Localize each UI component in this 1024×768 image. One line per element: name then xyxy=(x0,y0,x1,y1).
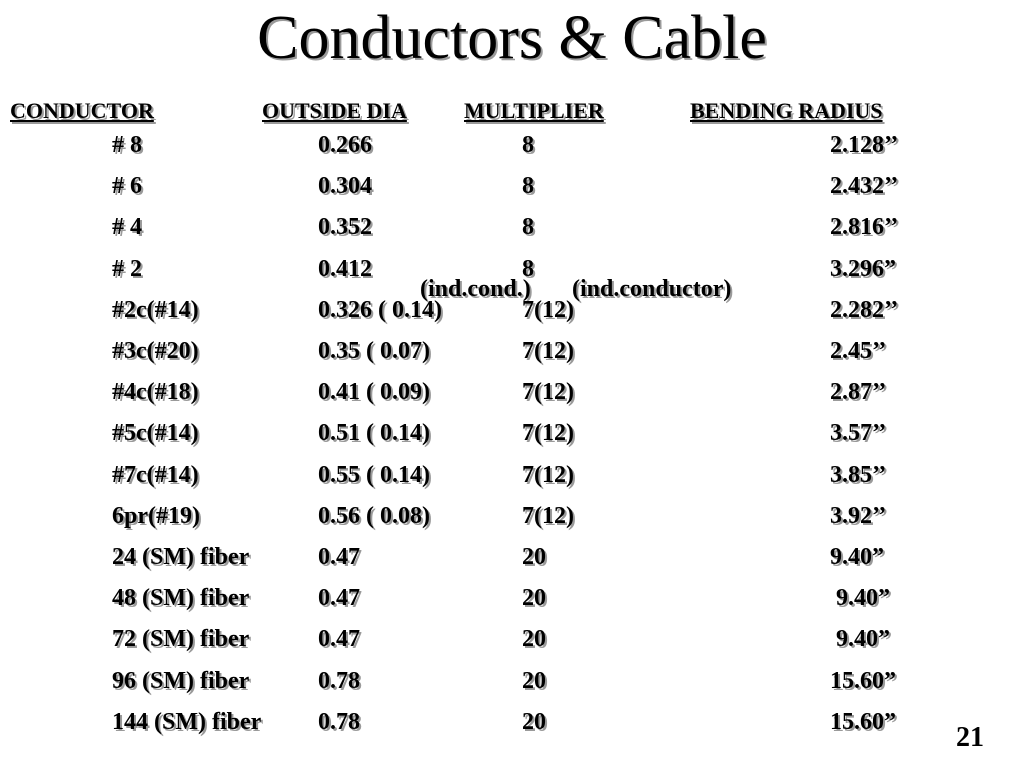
page-number: 21 xyxy=(956,722,984,753)
cell-multiplier: 7(12) xyxy=(522,296,574,323)
cell-multiplier: 7(12) xyxy=(522,502,574,529)
cell-outside-dia: 0.47 xyxy=(318,626,360,653)
cell-conductor: 48 (SM) fiber xyxy=(112,585,250,612)
cell-multiplier: 8 xyxy=(522,214,534,241)
cell-conductor: #3c(#20) xyxy=(112,338,199,364)
cell-outside-dia: 0.47 xyxy=(318,544,360,570)
cell-conductor: #5c(#14) xyxy=(112,420,199,447)
cell-outside-dia: 0.35 ( 0.07) xyxy=(318,338,430,364)
cell-bending-radius: 9.40” xyxy=(830,544,884,570)
cell-conductor: # 8 xyxy=(112,132,142,158)
header-conductor: CONDUCTOR xyxy=(10,98,154,123)
cell-conductor: #7c(#14) xyxy=(112,461,199,488)
cell-conductor: # 2 xyxy=(112,255,142,282)
cell-outside-dia: 0.55 ( 0.14) xyxy=(318,461,430,488)
cell-conductor: 6pr(#19) xyxy=(112,502,200,529)
cell-bending-radius: 9.40” xyxy=(830,585,890,612)
cell-conductor: #2c(#14) xyxy=(112,296,199,323)
cell-conductor: # 4 xyxy=(112,214,142,241)
cell-bending-radius: 3.57’’ xyxy=(830,420,887,447)
cell-conductor: 144 (SM) fiber xyxy=(112,708,262,735)
cell-multiplier: 7(12) xyxy=(522,461,574,488)
cell-bending-radius: 3.92’’ xyxy=(830,502,887,529)
cell-outside-dia: 0.266 xyxy=(318,132,372,158)
cell-multiplier: 8 xyxy=(522,173,534,200)
slide-title: Conductors & Cable xyxy=(257,4,767,72)
cell-multiplier: 20 xyxy=(522,667,546,694)
cell-conductor: 96 (SM) fiber xyxy=(112,667,250,694)
header-bending-radius: BENDING RADIUS xyxy=(690,98,883,123)
cell-bending-radius: 15.60” xyxy=(830,667,896,694)
cell-bending-radius: 15.60” xyxy=(830,708,896,735)
cell-bending-radius: 2.432’’ xyxy=(830,173,899,200)
cell-multiplier: 20 xyxy=(522,708,546,735)
cell-multiplier: 8 xyxy=(522,255,534,282)
cell-multiplier: 20 xyxy=(522,585,546,612)
cell-bending-radius: 3.296” xyxy=(830,255,896,282)
cell-outside-dia: 0.51 ( 0.14) xyxy=(318,420,430,447)
cell-conductor: #4c(#18) xyxy=(112,379,199,406)
cell-outside-dia: 0.47 xyxy=(318,585,360,612)
cell-multiplier: 7(12) xyxy=(522,379,574,406)
cell-outside-dia: 0.78 xyxy=(318,708,360,735)
cell-bending-radius: 2.282’’ xyxy=(830,296,899,323)
cell-outside-dia: 0.304 xyxy=(318,173,372,200)
cell-multiplier: 7(12) xyxy=(522,338,574,364)
cell-bending-radius: 9.40” xyxy=(830,626,890,653)
cell-bending-radius: 2.128’’ xyxy=(830,132,899,158)
cell-conductor: # 6 xyxy=(112,173,142,200)
cell-outside-dia: 0.326 ( 0.14) xyxy=(318,296,442,323)
cell-outside-dia: 0.78 xyxy=(318,667,360,694)
cell-bending-radius: 3.85’’ xyxy=(830,461,887,488)
header-outside-dia: OUTSIDE DIA xyxy=(262,98,407,123)
cell-outside-dia: 0.41 ( 0.09) xyxy=(318,379,430,406)
cell-bending-radius: 2.87’’ xyxy=(830,379,887,406)
cell-bending-radius: 2.45’’ xyxy=(830,338,887,364)
cell-conductor: 24 (SM) fiber xyxy=(112,544,250,570)
header-multiplier: MULTIPLIER xyxy=(464,98,604,123)
cell-multiplier: 8 xyxy=(522,132,534,158)
cell-outside-dia: 0.352 xyxy=(318,214,372,241)
cell-multiplier: 20 xyxy=(522,544,546,570)
cell-outside-dia: 0.56 ( 0.08) xyxy=(318,502,430,529)
note-ind-conductor: (ind.conductor) xyxy=(572,276,732,302)
cell-multiplier: 20 xyxy=(522,626,546,653)
cell-outside-dia: 0.412 xyxy=(318,255,372,282)
note-ind-cond: (ind.cond.) xyxy=(420,276,531,302)
cell-conductor: 72 (SM) fiber xyxy=(112,626,250,653)
cell-bending-radius: 2.816’’ xyxy=(830,214,899,241)
cell-multiplier: 7(12) xyxy=(522,420,574,447)
